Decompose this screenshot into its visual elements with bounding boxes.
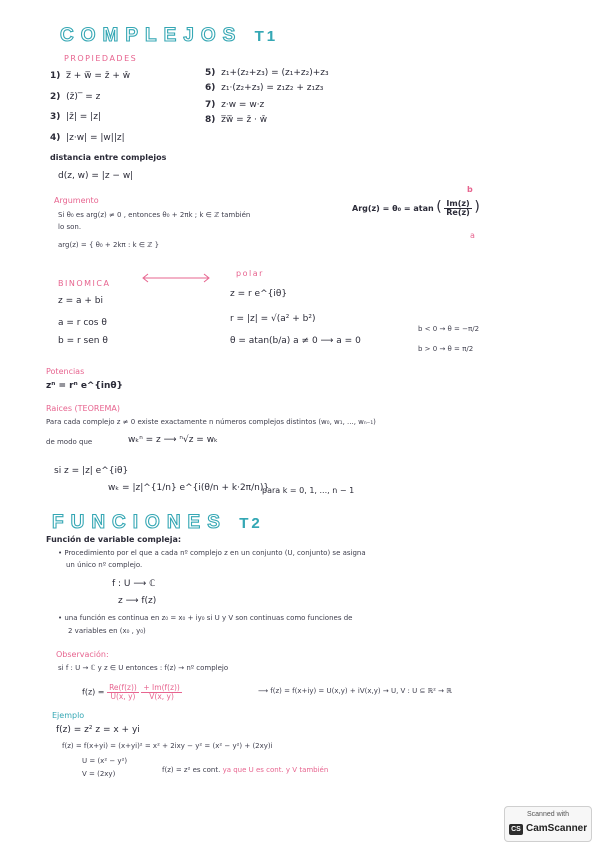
binomica-b: b = r sen θ — [58, 336, 108, 346]
prop-3: 3) |z̄| = |z| — [50, 112, 101, 122]
binomica-heading: BINOMICA — [58, 279, 111, 288]
arg-set: arg(z) = { θ₀ + 2kπ : k ∈ ℤ } — [58, 241, 160, 249]
wk-range: para k = 0, 1, ..., n − 1 — [262, 486, 355, 495]
map-2: z ⟶ f(z) — [118, 596, 157, 606]
polar-case-positive: b > 0 → θ = π/2 — [418, 345, 474, 353]
observacion-heading: Observación: — [56, 650, 109, 659]
prop-2: 2) (z̄)‾ = z — [50, 92, 101, 102]
si-expr: si z = |z| e^{iθ} — [54, 466, 129, 476]
complejos-title: COMPLEJOS T1 — [60, 25, 279, 46]
t1-tag: T1 — [254, 28, 279, 45]
conversion-arrow-icon — [140, 273, 212, 283]
observacion-tail: ⟶ f(z) = f(x+iy) = U(x,y) + iV(x,y) → U, V : U ⊆ ℝ² → ℝ — [258, 687, 452, 695]
bullet-2: • una función es continua en z₀ = x₀ + iy₀ si U y V son continuas como funciones de — [58, 614, 353, 622]
bullet-2b: 2 variables en (x₀ , y₀) — [68, 627, 146, 635]
propiedades-heading: PROPIEDADES — [64, 54, 138, 63]
raices-text: Para cada complejo z ≠ 0 existe exactamente n números complejos distintos (w₀, w₁, ..., wₙ₋₁) — [46, 418, 376, 426]
ejemplo-v: V = (2xy) — [82, 770, 116, 778]
ejemplo-line-2: f(z) = f(x+yi) = (x+yi)² = x² + 2ixy − y² = (x² − y²) + (2xy)i — [62, 742, 273, 750]
raices-expr: wₖⁿ = z ⟶ ⁿ√z = wₖ — [128, 435, 218, 445]
t2-tag: T2 — [239, 515, 263, 532]
camscanner-brand: CamScanner — [526, 823, 588, 834]
prop-6: 6) z₁·(z₂+z₃) = z₁z₂ + z₁z₃ — [205, 83, 324, 93]
scanned-with-label: Scanned with — [526, 811, 570, 818]
polar-case-negative: b < 0 → θ = −π/2 — [418, 325, 480, 333]
arg-formula: Arg(z) = θ₀ = atan ( $\frac{Im(z)}{Re(z)}$ ) — [352, 199, 480, 217]
ejemplo-conclusion: f(z) = z² es cont. ya que U es cont. y V también — [162, 766, 329, 774]
prop-8: 8) z̅w̅ = z̄ · w̄ — [205, 115, 268, 125]
argumento-text-1: Si θ₀ es arg(z) ≠ 0 , entonces θ₀ + 2πk ; k ∈ ℤ también — [58, 211, 251, 219]
map-1: f : U ⟶ ℂ — [112, 579, 156, 589]
prop-4: 4) |z·w| = |w||z| — [50, 133, 125, 143]
prop-5: 5) z₁+(z₂+z₃) = (z₁+z₂)+z₃ — [205, 68, 329, 78]
bullet-1: • Procedimiento por el que a cada nº complejo z en un conjunto (U, conjunto) se asigna — [58, 549, 366, 557]
funcion-heading: Función de variable compleja: — [46, 535, 182, 544]
binomica-z: z = a + bi — [58, 296, 103, 306]
camscanner-logo-icon: CS — [509, 824, 523, 835]
arg-fraction: $\frac{Im(z)}{Re(z)}$ — [446, 199, 470, 217]
polar-heading: polar — [236, 269, 264, 278]
ejemplo-u: U = (x² − y²) — [82, 757, 128, 765]
polar-theta: θ = atan(b/a) a ≠ 0 ⟶ a = 0 — [230, 336, 361, 346]
funciones-title: FUNCIONES T2 — [52, 512, 263, 533]
binomica-a: a = r cos θ — [58, 318, 107, 328]
observacion-line: si f : U → ℂ y z ∈ U entonces : f(z) → nº complejo — [58, 664, 229, 672]
argumento-text-2: lo son. — [58, 223, 82, 231]
argumento-heading: Argumento — [54, 196, 99, 205]
distancia-expr: d(z, w) = |z − w| — [58, 171, 134, 181]
raices-heading: Raices (TEOREMA) — [46, 404, 121, 413]
arg-b-label: b — [467, 185, 473, 194]
bullet-1b: un único nº complejo. — [66, 561, 143, 569]
wk-expr: wₖ = |z|^{1/n} e^{i(θ/n + k·2π/n)} — [108, 483, 270, 493]
arg-a-label: a — [470, 231, 475, 240]
ejemplo-line-1: f(z) = z² z = x + yi — [56, 725, 140, 735]
potencias-expr: zⁿ = rⁿ e^{inθ} — [46, 381, 123, 391]
ejemplo-heading: Ejemplo — [52, 711, 85, 720]
potencias-heading: Potencias — [46, 367, 85, 376]
raices-text-2: de modo que — [46, 438, 93, 446]
polar-z: z = r e^{iθ} — [230, 289, 288, 299]
observacion-decomposition: f(z) = $\frac{Re(f(z))}{U(x, y)}$ $\frac{+ Im(f(z))}{V(x, y)}$ — [82, 683, 180, 701]
camscanner-badge — [504, 806, 592, 842]
polar-r: r = |z| = √(a² + b²) — [230, 314, 316, 324]
distancia-heading: distancia entre complejos — [50, 153, 167, 162]
prop-7: 7) z·w = w·z — [205, 100, 265, 110]
prop-1: 1) z̅ + w̅ = z̄ + w̄ — [50, 71, 131, 81]
